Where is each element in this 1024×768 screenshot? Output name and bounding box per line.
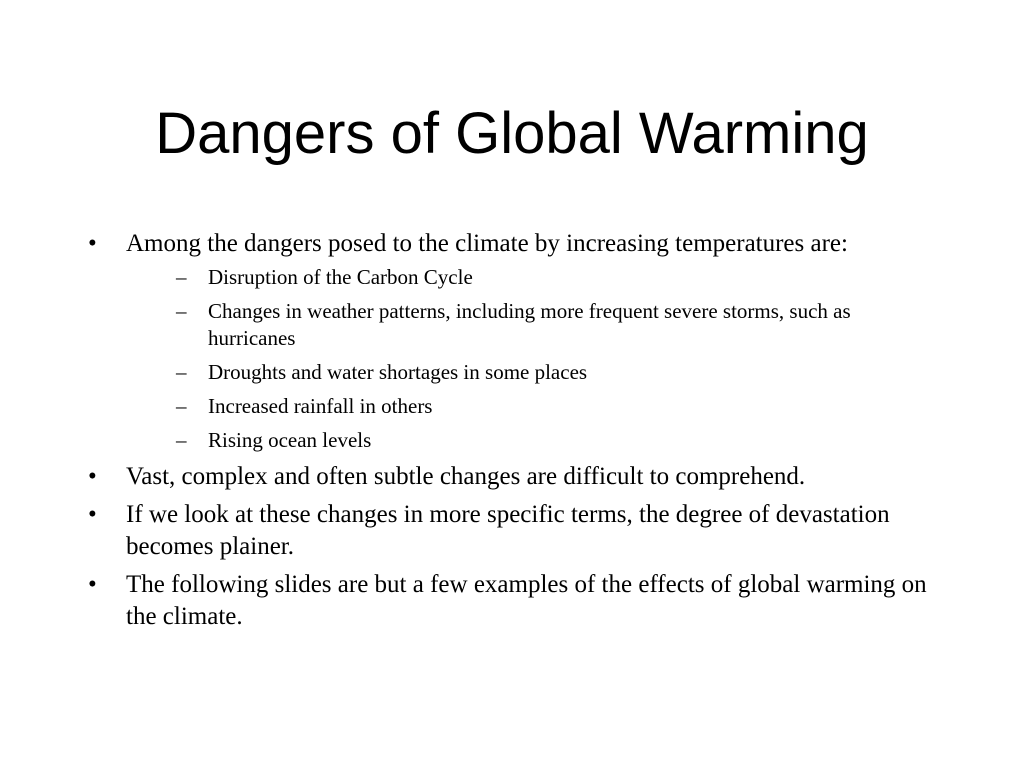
bullet-icon: • bbox=[88, 501, 97, 528]
sub-text: Rising ocean levels bbox=[208, 428, 372, 452]
bullet-icon: • bbox=[88, 463, 97, 490]
bullet-item bbox=[88, 461, 938, 493]
sub-item bbox=[126, 359, 938, 386]
dash-icon: – bbox=[176, 394, 187, 418]
bullet-text: Among the dangers posed to the climate by increasing temperatures are: bbox=[126, 230, 848, 257]
sub-text: Droughts and water shortages in some places bbox=[208, 360, 588, 384]
dash-icon: – bbox=[176, 360, 187, 384]
sub-text: Increased rainfall in others bbox=[208, 394, 433, 418]
sub-item bbox=[126, 298, 938, 352]
sub-item bbox=[126, 393, 938, 420]
sub-text: Disruption of the Carbon Cycle bbox=[208, 265, 473, 289]
sub-item bbox=[126, 264, 938, 291]
bullet-item bbox=[88, 228, 938, 454]
dash-icon: – bbox=[176, 428, 187, 452]
slide-body bbox=[88, 228, 938, 639]
dash-icon: – bbox=[176, 299, 187, 323]
bullet-text: If we look at these changes in more specific terms, the degree of devastation becomes plainer. bbox=[126, 501, 890, 560]
slide-title: Dangers of Global Warming bbox=[155, 101, 869, 166]
sub-item bbox=[126, 427, 938, 454]
bullet-icon: • bbox=[88, 230, 97, 257]
dash-icon: – bbox=[176, 265, 187, 289]
bullet-text: Vast, complex and often subtle changes are difficult to comprehend. bbox=[126, 463, 806, 490]
bullet-item bbox=[88, 569, 938, 633]
bullet-icon: • bbox=[88, 571, 97, 598]
bullet-text: The following slides are but a few examples of the effects of global warming on the climate. bbox=[126, 571, 927, 630]
bullet-item bbox=[88, 499, 938, 563]
sub-text: Changes in weather patterns, including more frequent severe storms, such as hurricanes bbox=[208, 299, 851, 350]
sub-list bbox=[126, 264, 938, 454]
